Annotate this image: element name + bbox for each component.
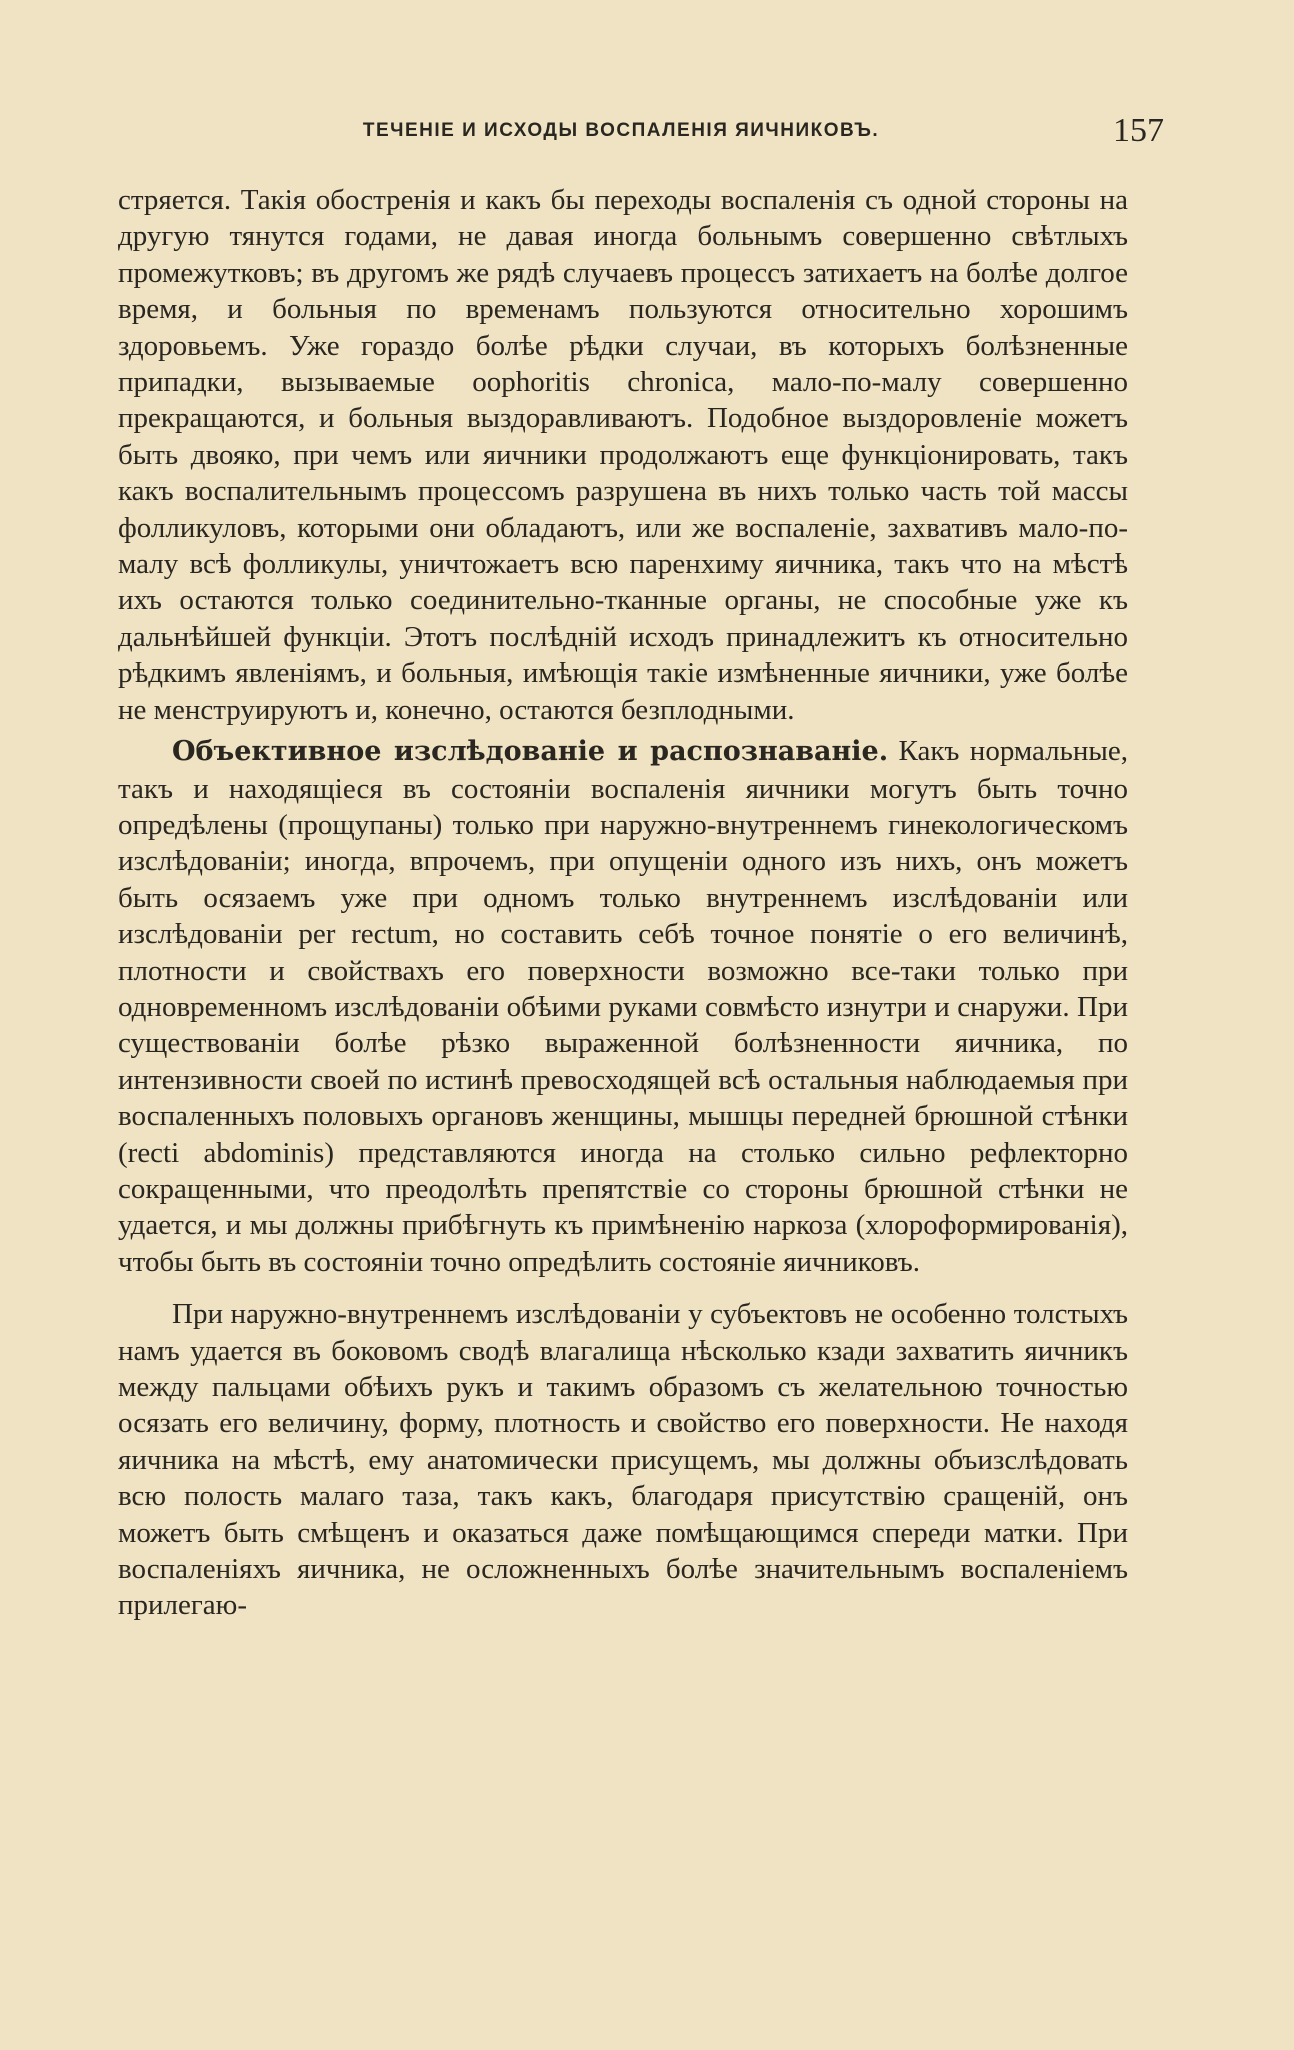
paragraph-1: стряется. Такія обостренія и какъ бы переходы воспаленія съ одной стороны на другую тянутся годами, не давая иногда больнымъ совершенно свѣтлыхъ промежутковъ; въ другомъ же рядѣ случаевъ процессъ затихаетъ на болѣе долгое время, и больныя по временамъ пользуются относительно хорошимъ здоровьемъ. Уже гораздо болѣе рѣдки случаи, въ которыхъ болѣзненные припадки, вызываемые oophoritis chronica, мало-по-малу совершенно прекращаются, и больныя выздоравливаютъ. Подобное выздоровленіе можетъ быть двояко, при чемъ или яичники продолжаютъ еще функціонировать, такъ какъ воспалительнымъ процессомъ разрушена въ нихъ только часть той массы фолликуловъ, которыми они обладаютъ, или же воспаленіе, захвативъ мало-по-малу всѣ фолликулы, уничтожаетъ всю паренхиму яичника, такъ что на мѣстѣ ихъ остаются только соединительно-тканные органы, не способные уже къ дальнѣйшей функціи. Этотъ послѣдній исходъ принадлежитъ къ относительно рѣдкимъ явленіямъ, и больныя, имѣющія такіе измѣненные яичники, уже болѣе не менструируютъ и, конечно, остаются безплодными.: [118, 184, 1128, 726]
paragraph-2: [118, 733, 1128, 1280]
body-text: [118, 182, 1128, 1624]
running-head: [118, 112, 1164, 156]
page-number: 157: [1113, 112, 1164, 149]
section-run-in-heading: Объективное изслѣдованіе и распознаваніе.: [172, 736, 889, 768]
paragraph-3: При наружно-внутреннемъ изслѣдованіи у субъектовъ не особенно толстыхъ намъ удается въ боковомъ сводѣ влагалища нѣсколько кзади захватить яичникъ между пальцами обѣихъ рукъ и такимъ образомъ съ желательною точностью осязать его величину, форму, плотность и свойство его поверхности. Не находя яичника на мѣстѣ, ему анатомически присущемъ, мы должны объизслѣдовать всю полость малаго таза, такъ какъ, благодаря присутствію сращеній, онъ можетъ быть смѣщенъ и оказаться даже помѣщающимся спереди матки. При воспаленіяхъ яичника, не осложненныхъ болѣе значительнымъ воспаленіемъ прилегаю-: [118, 1298, 1128, 1622]
paragraph-2-text: Какъ нормальные, такъ и находящіеся въ состояніи воспаленія яичники могутъ быть точно опредѣлены (прощупаны) только при наружно-внутреннемъ гинекологическомъ изслѣдованіи; иногда, впрочемъ, при опущеніи одного изъ нихъ, онъ можетъ быть осязаемъ уже при одномъ только внутреннемъ изслѣдованіи или изслѣдованіи per rectum, но составить себѣ точное понятіе о его величинѣ, плотности и свойствахъ его поверхности возможно все-таки только при одновременномъ изслѣдованіи обѣими руками совмѣсто изнутри и снаружи. При существованіи болѣе рѣзко выраженной болѣзненности яичника, по интензивности своей по истинѣ превосходящей всѣ остальныя наблюдаемыя при воспаленныхъ половыхъ органовъ женщины, мышцы передней брюшной стѣнки (recti abdominis) представляются иногда на столько сильно рефлекторно сокращенными, что преодолѣть препятствіе со стороны брюшной стѣнки не удается, и мы должны прибѣгнуть къ примѣненію наркоза (хлороформированія), чтобы быть въ состояніи точно опредѣлить состояніе яичниковъ.: [118, 735, 1128, 1278]
running-title: ТЕЧЕНІЕ И ИСХОДЫ ВОСПАЛЕНІЯ ЯИЧНИКОВЪ.: [362, 120, 880, 141]
